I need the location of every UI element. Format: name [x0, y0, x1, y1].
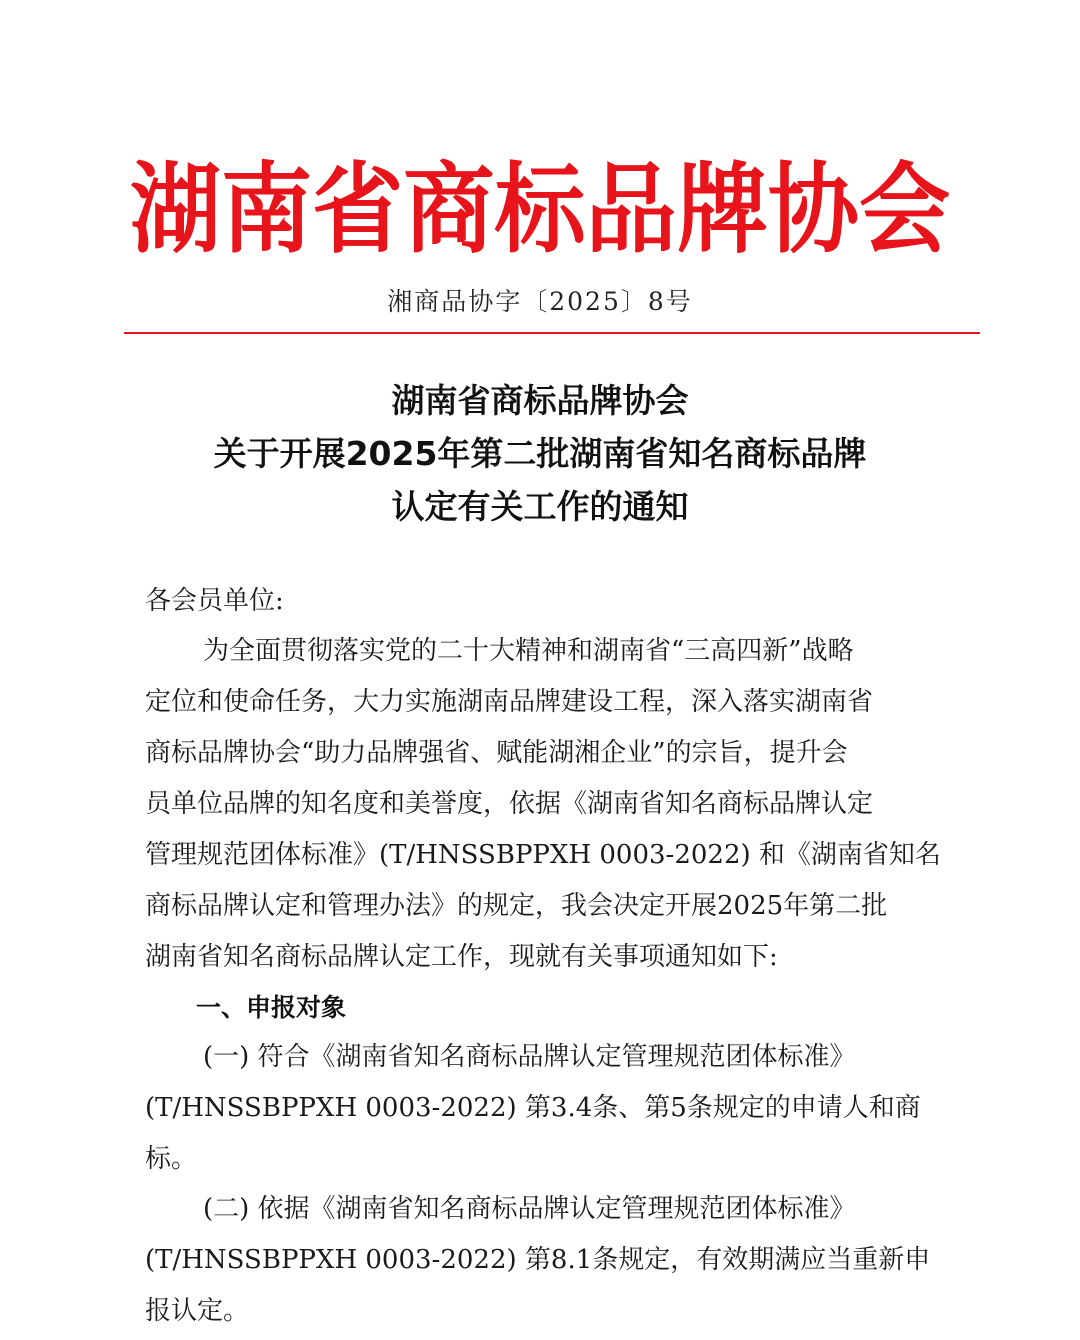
item-line: 标。	[145, 1144, 198, 1174]
title-line-2: 关于开展2025年第二批湖南省知名商标品牌	[213, 434, 867, 473]
section-heading: 一、申报对象	[196, 993, 347, 1022]
item-line: (T/HNSSBPPXH 0003-2022) 第3.4条、第5条规定的申请人和商	[145, 1093, 921, 1123]
item-line: (一) 符合《湖南省知名商标品牌认定管理规范团体标准》	[203, 1042, 856, 1072]
intro-line: 商标品牌认定和管理办法》的规定，我会决定开展2025年第二批	[145, 891, 888, 921]
document-number: 湘商品协字〔2025〕8号	[387, 287, 693, 316]
title-line-1: 湖南省商标品牌协会	[391, 381, 689, 420]
list-item	[145, 1032, 945, 1185]
notice-title	[0, 374, 1080, 533]
item-line: (二) 依据《湖南省知名商标品牌认定管理规范团体标准》	[203, 1194, 856, 1224]
salutation: 各会员单位:	[145, 586, 284, 616]
intro-line: 定位和使命任务，大力实施湖南品牌建设工程，深入落实湖南省	[145, 687, 874, 717]
item-line: 报认定。	[145, 1296, 250, 1326]
intro-line: 为全面贯彻落实党的二十大精神和湖南省“三高四新”战略	[203, 636, 854, 666]
title-line-3: 认定有关工作的通知	[391, 487, 689, 526]
item-line: (T/HNSSBPPXH 0003-2022) 第8.1条规定，有效期满应当重新申	[145, 1245, 931, 1275]
intro-line: 管理规范团体标准》(T/HNSSBPPXH 0003-2022) 和《湖南省知名	[145, 840, 941, 870]
intro-line: 湖南省知名商标品牌认定工作，现就有关事项通知如下:	[145, 942, 778, 972]
intro-paragraph	[145, 626, 945, 983]
red-divider-line	[124, 332, 980, 334]
intro-line: 商标品牌协会“助力品牌强省、赋能湖湘企业”的宗旨，提升会	[145, 738, 848, 768]
organization-header: 湖南省商标品牌协会	[129, 152, 951, 267]
list-item	[145, 1184, 945, 1337]
intro-line: 员单位品牌的知名度和美誉度，依据《湖南省知名商标品牌认定	[145, 789, 874, 819]
